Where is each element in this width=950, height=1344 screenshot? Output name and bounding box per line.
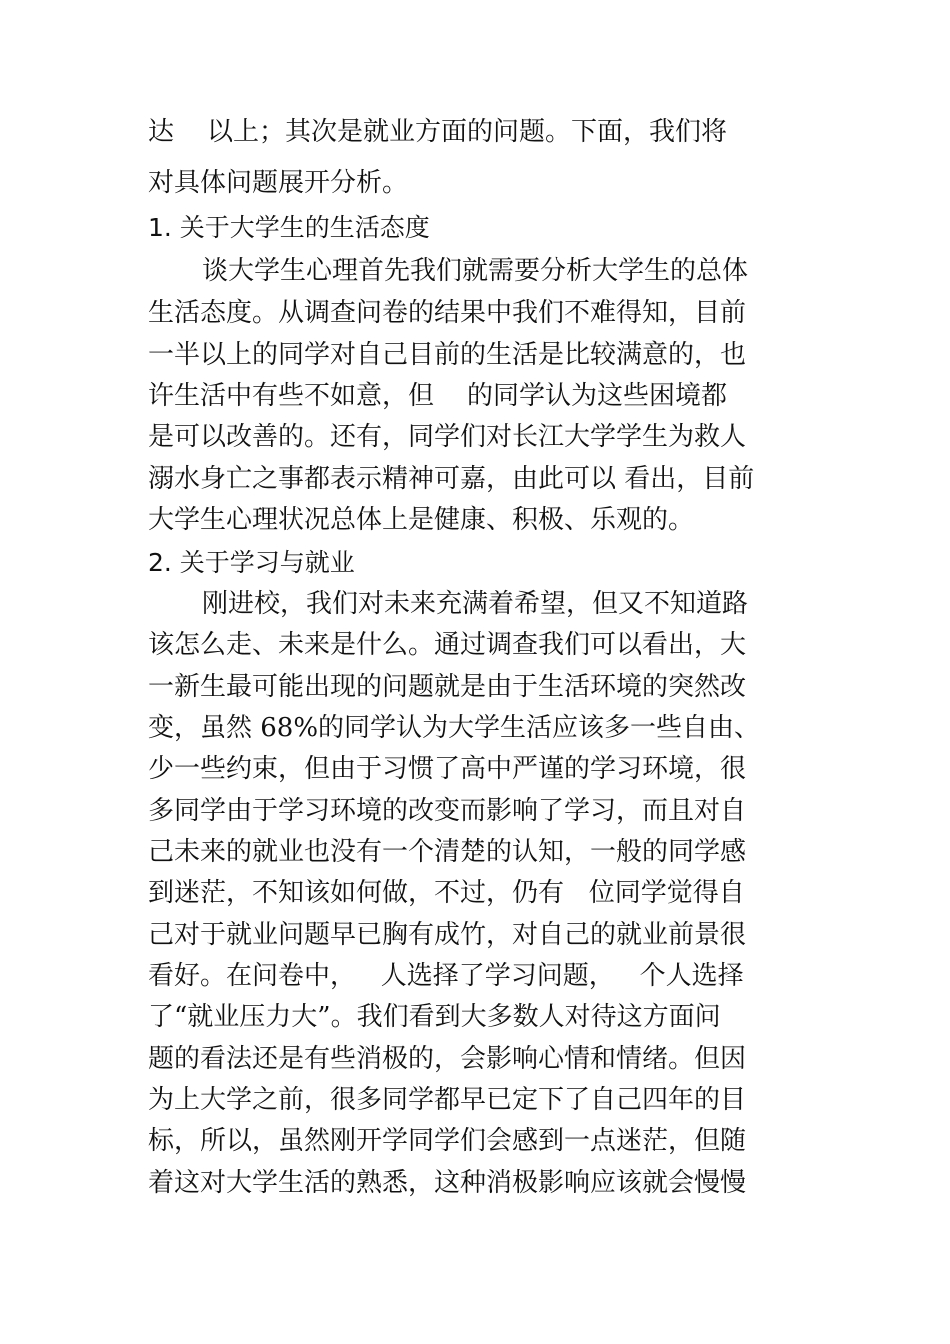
section-1-heading: 1. 关于大学生的生活态度 xyxy=(148,213,430,242)
intro-line-2: 对具体问题展开分析。 xyxy=(148,168,409,198)
section-2-line: 多同学由于学习环境的改变而影响了学习，而且对自 xyxy=(148,796,747,826)
section-2-line: 少一些约束，但由于习惯了高中严谨的学习环境，很 xyxy=(148,754,747,784)
section-1-line: 大学生心理状况总体上是健康、积极、乐观的。 xyxy=(148,505,695,535)
section-2-line: 己对于就业问题早已胸有成竹，对自己的就业前景很 xyxy=(148,920,747,950)
section-2-line: 己未来的就业也没有一个清楚的认知，一般的同学感 xyxy=(148,837,747,867)
section-1-line: 是可以改善的。还有，同学们对长江大学学生为救人 xyxy=(148,422,747,452)
section-2-line: 到迷茫，不知该如何做，不过，仍有 位同学觉得自 xyxy=(148,878,745,908)
section-2-line: 变，虽然 68%的同学认为大学生活应该多一些自由、 xyxy=(148,713,761,743)
section-2-line: 看好。在问卷中， 人选择了学习问题， 个人选择 xyxy=(148,961,744,991)
section-2-line: 了“就业压力大”。我们看到大多数人对待这方面问 xyxy=(148,1002,721,1032)
section-2-line: 着这对大学生活的熟悉，这种消极影响应该就会慢慢 xyxy=(148,1168,747,1198)
section-2-line: 标，所以，虽然刚开学同学们会感到一点迷茫，但随 xyxy=(148,1126,747,1156)
section-2-line: 一新生最可能出现的问题就是由于生活环境的突然改 xyxy=(148,672,747,702)
section-1-line: 生活态度。从调查问卷的结果中我们不难得知，目前 xyxy=(148,298,747,328)
section-2-line: 刚进校，我们对未来充满着希望，但又不知道路 xyxy=(202,589,749,619)
section-1-line: 溺水身亡之事都表示精神可嘉，由此可以 看出，目前 xyxy=(148,464,755,494)
section-2-line: 题的看法还是有些消极的，会影响心情和情绪。但因 xyxy=(148,1044,747,1074)
intro-line-1: 达 以上；其次是就业方面的问题。下面，我们将 xyxy=(148,117,728,147)
section-2-heading: 2. 关于学习与就业 xyxy=(148,548,355,577)
section-2-line: 为上大学之前，很多同学都早已定下了自己四年的目 xyxy=(148,1085,747,1115)
section-1-line: 许生活中有些不如意，但 的同学认为这些困境都 xyxy=(148,381,728,411)
section-2-line: 该怎么走、未来是什么。通过调查我们可以看出，大 xyxy=(148,630,747,660)
section-1-line: 一半以上的同学对自己目前的生活是比较满意的，也 xyxy=(148,340,747,370)
section-1-line: 谈大学生心理首先我们就需要分析大学生的总体 xyxy=(202,256,749,286)
